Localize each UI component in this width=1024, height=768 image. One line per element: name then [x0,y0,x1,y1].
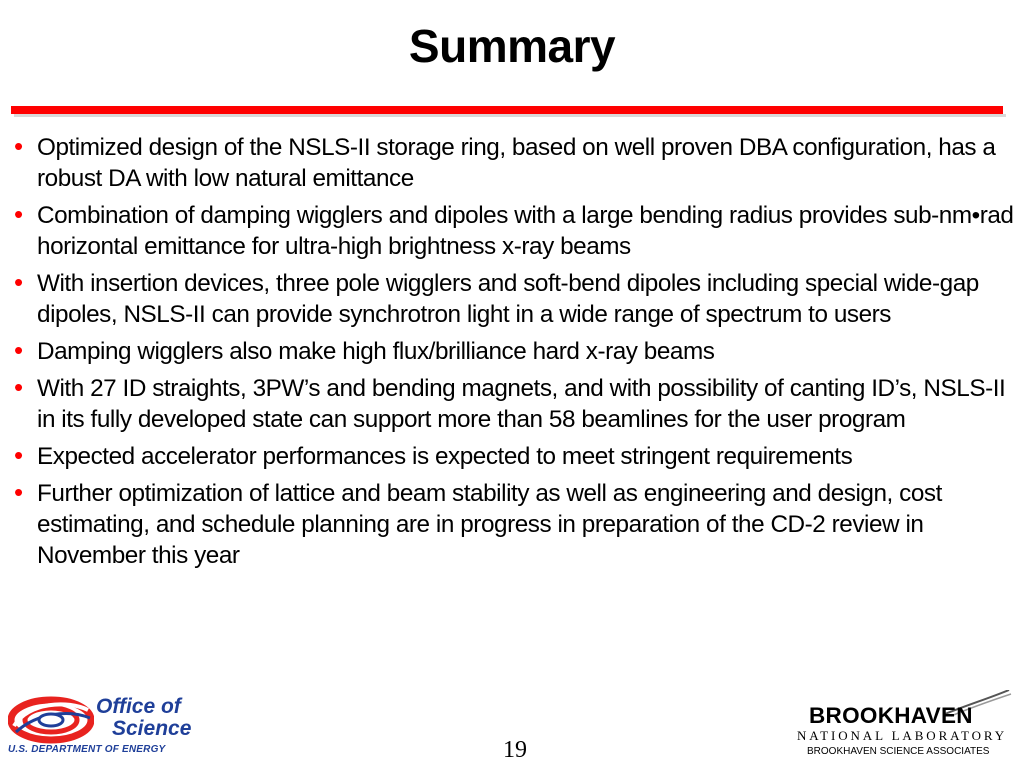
office-of-label: Office of [96,695,181,718]
bullet-text: Optimized design of the NSLS-II storage ring, based on well proven DBA configuration, has a robust DA with low natural emittance [37,134,996,192]
bullet-text: With 27 ID straights, 3PW’s and bending magnets, and with possibility of canting ID’s, NSLS-II in its fully developed state can support more than 58 beamlines for the user program [37,375,1006,433]
bullet-item [14,478,1014,571]
title-divider [11,106,1003,114]
bullet-text: Combination of damping wigglers and dipoles with a large bending radius provides sub-nm•rad horizontal emittance for ultra-high brightness x-ray beams [37,202,1014,260]
title-divider-shadow [14,114,1006,117]
bullet-icon: • [14,131,23,161]
bullet-icon: • [14,199,23,229]
page-number: 19 [503,737,527,763]
bullet-item [14,336,1014,367]
bullet-item [14,441,1014,472]
bullet-text: Expected accelerator performances is expected to meet stringent requirements [37,443,853,470]
brookhaven-name: BROOKHAVEN [809,703,973,728]
bullet-icon: • [14,477,23,507]
bullet-item [14,373,1014,435]
bullet-item [14,268,1014,330]
brookhaven-logo [795,690,1017,764]
bullet-text: Damping wigglers also make high flux/brilliance hard x-ray beams [37,338,715,365]
bullet-icon: • [14,440,23,470]
office-of-science-logo [8,696,218,760]
doe-swirl-icon [8,696,94,744]
science-label: Science [112,717,192,740]
slide-title: Summary [408,20,616,72]
science-associates-label: BROOKHAVEN SCIENCE ASSOCIATES [807,746,990,757]
national-laboratory-label: NATIONAL LABORATORY [797,728,1008,743]
bullet-item [14,132,1014,194]
bullet-list [14,132,1014,577]
bullet-text: Further optimization of lattice and beam stability as well as engineering and design, cost estimating, and schedule planning are in progress in preparation of the CD-2 review in November this year [37,480,942,569]
bullet-text: With insertion devices, three pole wigglers and soft-bend dipoles including special wide-gap dipoles, NSLS-II can provide synchrotron light in a wide range of spectrum to users [37,270,979,328]
bullet-icon: • [14,372,23,402]
doe-label: U.S. DEPARTMENT OF ENERGY [8,744,166,755]
bullet-icon: • [14,335,23,365]
bullet-icon: • [14,267,23,297]
bullet-item [14,200,1014,262]
